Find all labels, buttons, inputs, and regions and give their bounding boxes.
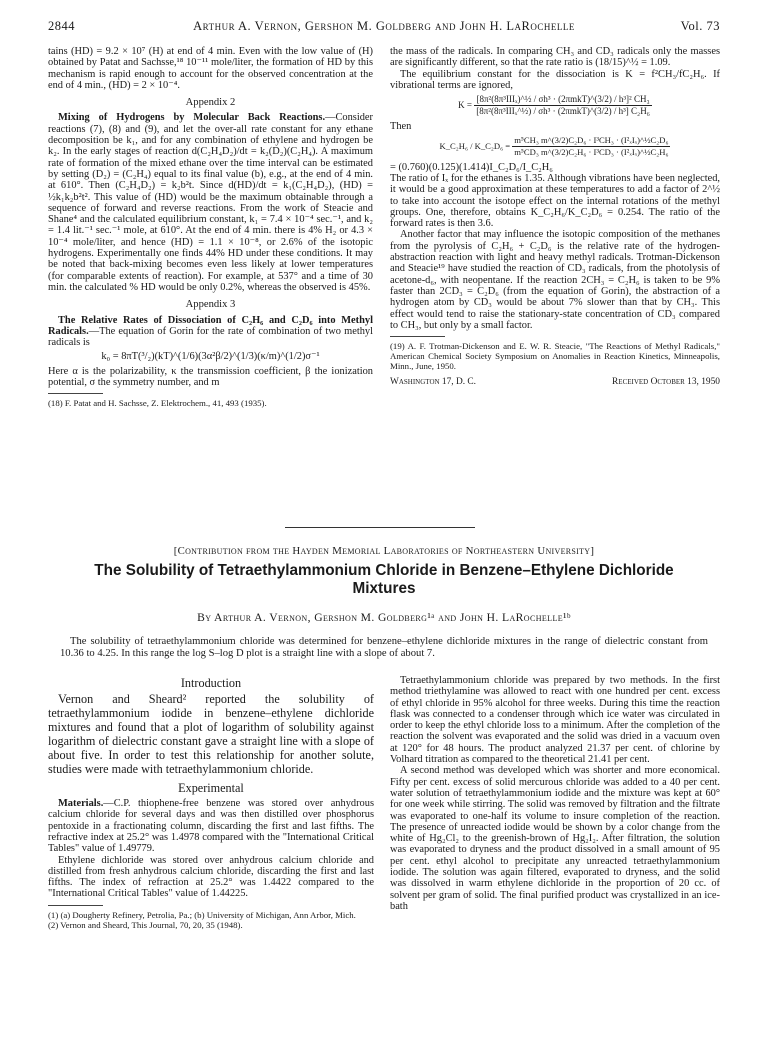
byline: By Arthur A. Vernon, Gershon M. Goldberg¹ᵃ and John H. LaRochelle¹ᵇ (197, 611, 571, 624)
denominator: [8π²(8π³IIIₓ^½) / σh³ · (2πmkT)^(3/2) / h³] C₂H₆ (476, 106, 650, 117)
paragraph: Tetraethylammonium chloride was prepared by two methods. In the first method triethylamine was allowed to react with one hundred per cent. excess of ethyl chloride in 95% alcohol for three weeks. During this time the reaction flask was connected to a condenser through which ice water was circulated in order to keep the ethyl chloride loss to a minimum. After the completion of the reaction the solvent was evaporated and the solid was dried in a vacuum oven at 120° for 48 hours. The product analyzed 21.37 per cent. of chlorine by Volhard titration as compared to the theoretical 21.41 per cent. (390, 675, 720, 766)
paragraph-text: —The equation of Gorin for the rate of combination of two methyl radicals is (48, 325, 373, 349)
equation-result: = (0.760)(0.125)(1.414)I_C₂D₆/I_C₂H₆ (390, 161, 553, 173)
paragraph: Another factor that may influence the isotopic composition of the methanes from the pyrolysis of C₂H₆ + C₂D₆ is the relative rate of the hydrogen-abstraction reaction with light and heavy methyl radicals. Trotman-Dickenson and Steacie¹⁹ have studied the reaction of CD₃ radicals, from the photolysis of acetone-d₆, with neopentane. If the reaction 2CH₃ = C₂H₆ is taken to be 9% faster than 2CD₃ = C₂D₆ (from the equation of Gorin), the abstraction of a hydrogen atom by CD₃ would be about 7% slower than that by CH₃. This effect would tend to raise the stationary-state concentration of CD₃ compared to CH₃, but only by a small factor. (390, 229, 720, 331)
paragraph: The equilibrium constant for the dissociation is K = f²CH₃/fC₂H₆. If vibrational terms are ignored, (390, 68, 720, 91)
then-label: Then (390, 120, 412, 132)
paragraph: A second method was developed which was shorter and more economical. Fifty per cent. excess of solid mercurous chloride was added to a 40 per cent. water solution of tetraethylammonium iodide and the mixture was kept at 60° for one week while stirring. The solid was removed by filtration and the filtrate was evaporated to one-half its volume to insure completion of the reaction. The presence of unreacted iodide would be shown by a color change from the white of Hg₂Cl₂ to the greenish-brown of Hg₂I₂. After filtration, the solution was evaporated to dryness and the product dissolved in a small amount of 95 per cent. ethyl alcohol to precipitate any unreacted tetraethylammonium iodide. The solution was again filtered, evaporated to dryness, and the solid was dissolved in warm ethylene dichloride in the proportion of 20 cc. of solvent per gram of solid. The final purified product was crystallized in an ice-bath (390, 765, 720, 912)
bottom-right-column (390, 675, 720, 912)
numerator: m⁵CH₃ m^(3/2)C₂D₆ · I³CH₃ · (I²ₓIₓ)^½C₂D₆ (512, 135, 670, 147)
footnote-rule (390, 336, 445, 337)
materials-paragraph (48, 798, 374, 854)
appendix-3-heading: Appendix 3 (185, 299, 236, 311)
equation-fraction (474, 94, 652, 118)
footnote-rule (48, 905, 103, 906)
footnote-text: (19) A. F. Trotman-Dickenson and E. W. R. Steacie, "The Reactions of Methyl Radicals," American Chemical Society Symposium on Anomalies in Reaction Kinetics, Minneapolis, Minn., June, 1950. (390, 341, 720, 372)
denominator: m⁵CD₃ m^(3/2)C₂H₆ · I³CD₃ · (I²ₓIₓ)^½C₂H₆ (514, 147, 669, 158)
experimental-heading: Experimental (178, 780, 244, 795)
footnote-19 (390, 341, 720, 371)
abstract (60, 636, 708, 660)
footnote-2: (2) Vernon and Sheard, This Journal, 70, 20, 35 (1948). (48, 919, 243, 930)
equation-label: K_C₂H₆ / K_C₂D₆ = (439, 140, 511, 151)
appendix-3-paragraph (48, 315, 373, 349)
paragraph: tains (HD) = 9.2 × 10⁷ (H) at end of 4 min. Even with the low value of (H) obtained by Patat and Sachsse,¹⁸ 10⁻¹¹ mole/liter, the formation of HD by this mechanism is rapid enough to account for the observed concentration at the end of 4 min., (HD) = 2 × 10⁻⁴. (48, 46, 373, 91)
page-number: 2844 (48, 19, 75, 33)
received-date: Received October 13, 1950 (612, 377, 720, 388)
equation-fraction (512, 135, 670, 159)
abstract-text: The solubility of tetraethylammonium chloride was determined for benzene–ethylene dichloride mixtures in the range of dielectric constant from 10.36 to 4.25. In this range the log S–log D plot is a straight line with a slope of about 7. (60, 636, 708, 659)
ratio-equation (390, 135, 720, 159)
equation-label: K = (458, 100, 472, 111)
location: Washington 17, D. C. (390, 377, 477, 388)
top-left-column (48, 46, 373, 408)
contribution-line: [Contribution from the Hayden Memorial Laboratories of Northeastern University] (173, 545, 595, 557)
running-header (48, 19, 720, 37)
top-right-column (390, 46, 720, 388)
running-title: Arthur A. Vernon, Gershon M. Goldberg and John H. LaRochelle (193, 19, 575, 33)
run-in-heading: The Relative Rates of Dissociation of C₂H₆ and C₂D₆ into Methyl Radicals. (48, 314, 373, 337)
article-title (48, 562, 720, 598)
appendix-2-paragraph (48, 112, 373, 293)
paragraph-text: —C.P. thiophene-free benzene was stored over anhydrous calcium chloride for several days and was then distilled over phosphorus pentoxide in a fractionating column, discarding the first and last fifths. The refractive index at 25.2° was 1.4978 compared with the "International Critical Tables" value of 1.49779. (48, 798, 374, 855)
article-divider (285, 527, 475, 528)
footnote-text: (18) F. Patat and H. Sachsse, Z. Elektrochem., 41, 493 (1935). (48, 398, 267, 409)
equilibrium-constant-equation (390, 94, 720, 118)
footnote-rule (48, 393, 103, 394)
paragraph: The ratio of Iₓ for the ethanes is 1.35. Although vibrations have been neglected, it would be a good approximation at these temperatures to add a factor of 2^½ to take into account the isotope effect on the internal rotations of the methyl groups. One, therefore, obtains K_C₂H₆/K_C₂D₆ = 0.254. The ratio of the forward rates is then 3.6. (390, 172, 720, 230)
introduction-paragraph: Vernon and Sheard² reported the solubility of tetraethylammonium iodide in benzene–ethylene dichloride mixtures and found that a plot of logarithm of solubility against logarithm of dielectric constant gave a straight line with a slope of about five. In order to test this relationship for another solute, studies were made with tetraethylammonium chloride. (48, 692, 374, 776)
title-line: Mixtures (352, 580, 416, 597)
gorin-equation: k₀ = 8πT(³/₂)(kT)^(1/6)(3α²β/2)^(1/3)(κ/m)^(1/2)σ⁻¹ (101, 351, 320, 363)
signature-line (390, 377, 720, 388)
run-in-heading: Mixing of Hydrogens by Molecular Back Reactions. (58, 112, 326, 124)
footnotes (48, 910, 374, 930)
bottom-left-column (48, 672, 374, 930)
paragraph: Here α is the polarizability, κ the transmission coefficient, β the ionization potential, σ the symmetry number, and m (48, 365, 373, 389)
run-in-heading: Materials. (58, 798, 104, 810)
introduction-heading: Introduction (180, 676, 242, 690)
volume-label: Vol. 73 (680, 19, 720, 33)
appendix-2-heading: Appendix 2 (185, 97, 236, 109)
footnote-1: (1) (a) Dougherty Refinery, Petrolia, Pa.; (b) University of Michigan, Ann Arbor, Mich. (48, 909, 356, 920)
paragraph-text: —Consider reactions (7), (8) and (9), and let the over-all rate constant for any ethane decomposition be k₁, and for any combination of ethylene and hydrogen be k₂. In the early stages of reaction d(C₂H₄D₂)/dt = k₂(D₂)(C₂H₄). A maximum rate of formation of the mixed ethane over the time interval can be estimated by setting (D₂) = (C₂H₄) equal to its final value (b), e.g., at the end of 4 min. at 610°. Then (C₂H₄D₂) = k₂b²t. Since d(HD)/dt = k₁(C₂H₄D₂), (HD) = ½k₁k₂b²t². This value of (HD) would be the maximum obtainable through a sequence of forward and reverse reactions. From the work of Steacie and Shane⁴ and the calculated equilibrium constant, k₁ = 7.4 × 10⁻⁴ sec.⁻¹, and k₂ = 1.4 lit.⁻¹ sec.⁻¹ mole, at 610°. At the end of 4 min. there is 4% H₂ or 4.3 × 10⁻⁴ mole/liter, and hence (HD) = 1.1 × 10⁻⁸, or 2.6% of the isotopic hydrogens. Experimentally one finds 44% HD under these conditions. It may be noted that back-mixing becomes even less likely at lower temperatures (for comparable extents of reaction). For example, at 537° and a time of 30 min. the calculated % HD would be only 0.2%, whereas the observed is 45%. (48, 112, 373, 293)
paragraph: Ethylene dichloride was stored over anhydrous calcium chloride and distilled from fresh anhydrous calcium chloride, discarding the first and last fifths. The index of refraction at 25.2° was 1.4422 compared to the "International Critical Tables" value of 1.44225. (48, 854, 374, 900)
numerator: [8π²(8π³IIIₓ)^½ / σh³ · (2πmkT)^(3/2) / h³]² CH₃ (474, 94, 652, 106)
paragraph: the mass of the radicals. In comparing CH₃ and CD₃ radicals only the masses are significantly different, so that the rate ratio is (18/15)^½ = 1.09. (390, 46, 720, 69)
title-line: The Solubility of Tetraethylammonium Chloride in Benzene–Ethylene Dichloride (94, 562, 674, 579)
footnote-18 (48, 398, 373, 408)
